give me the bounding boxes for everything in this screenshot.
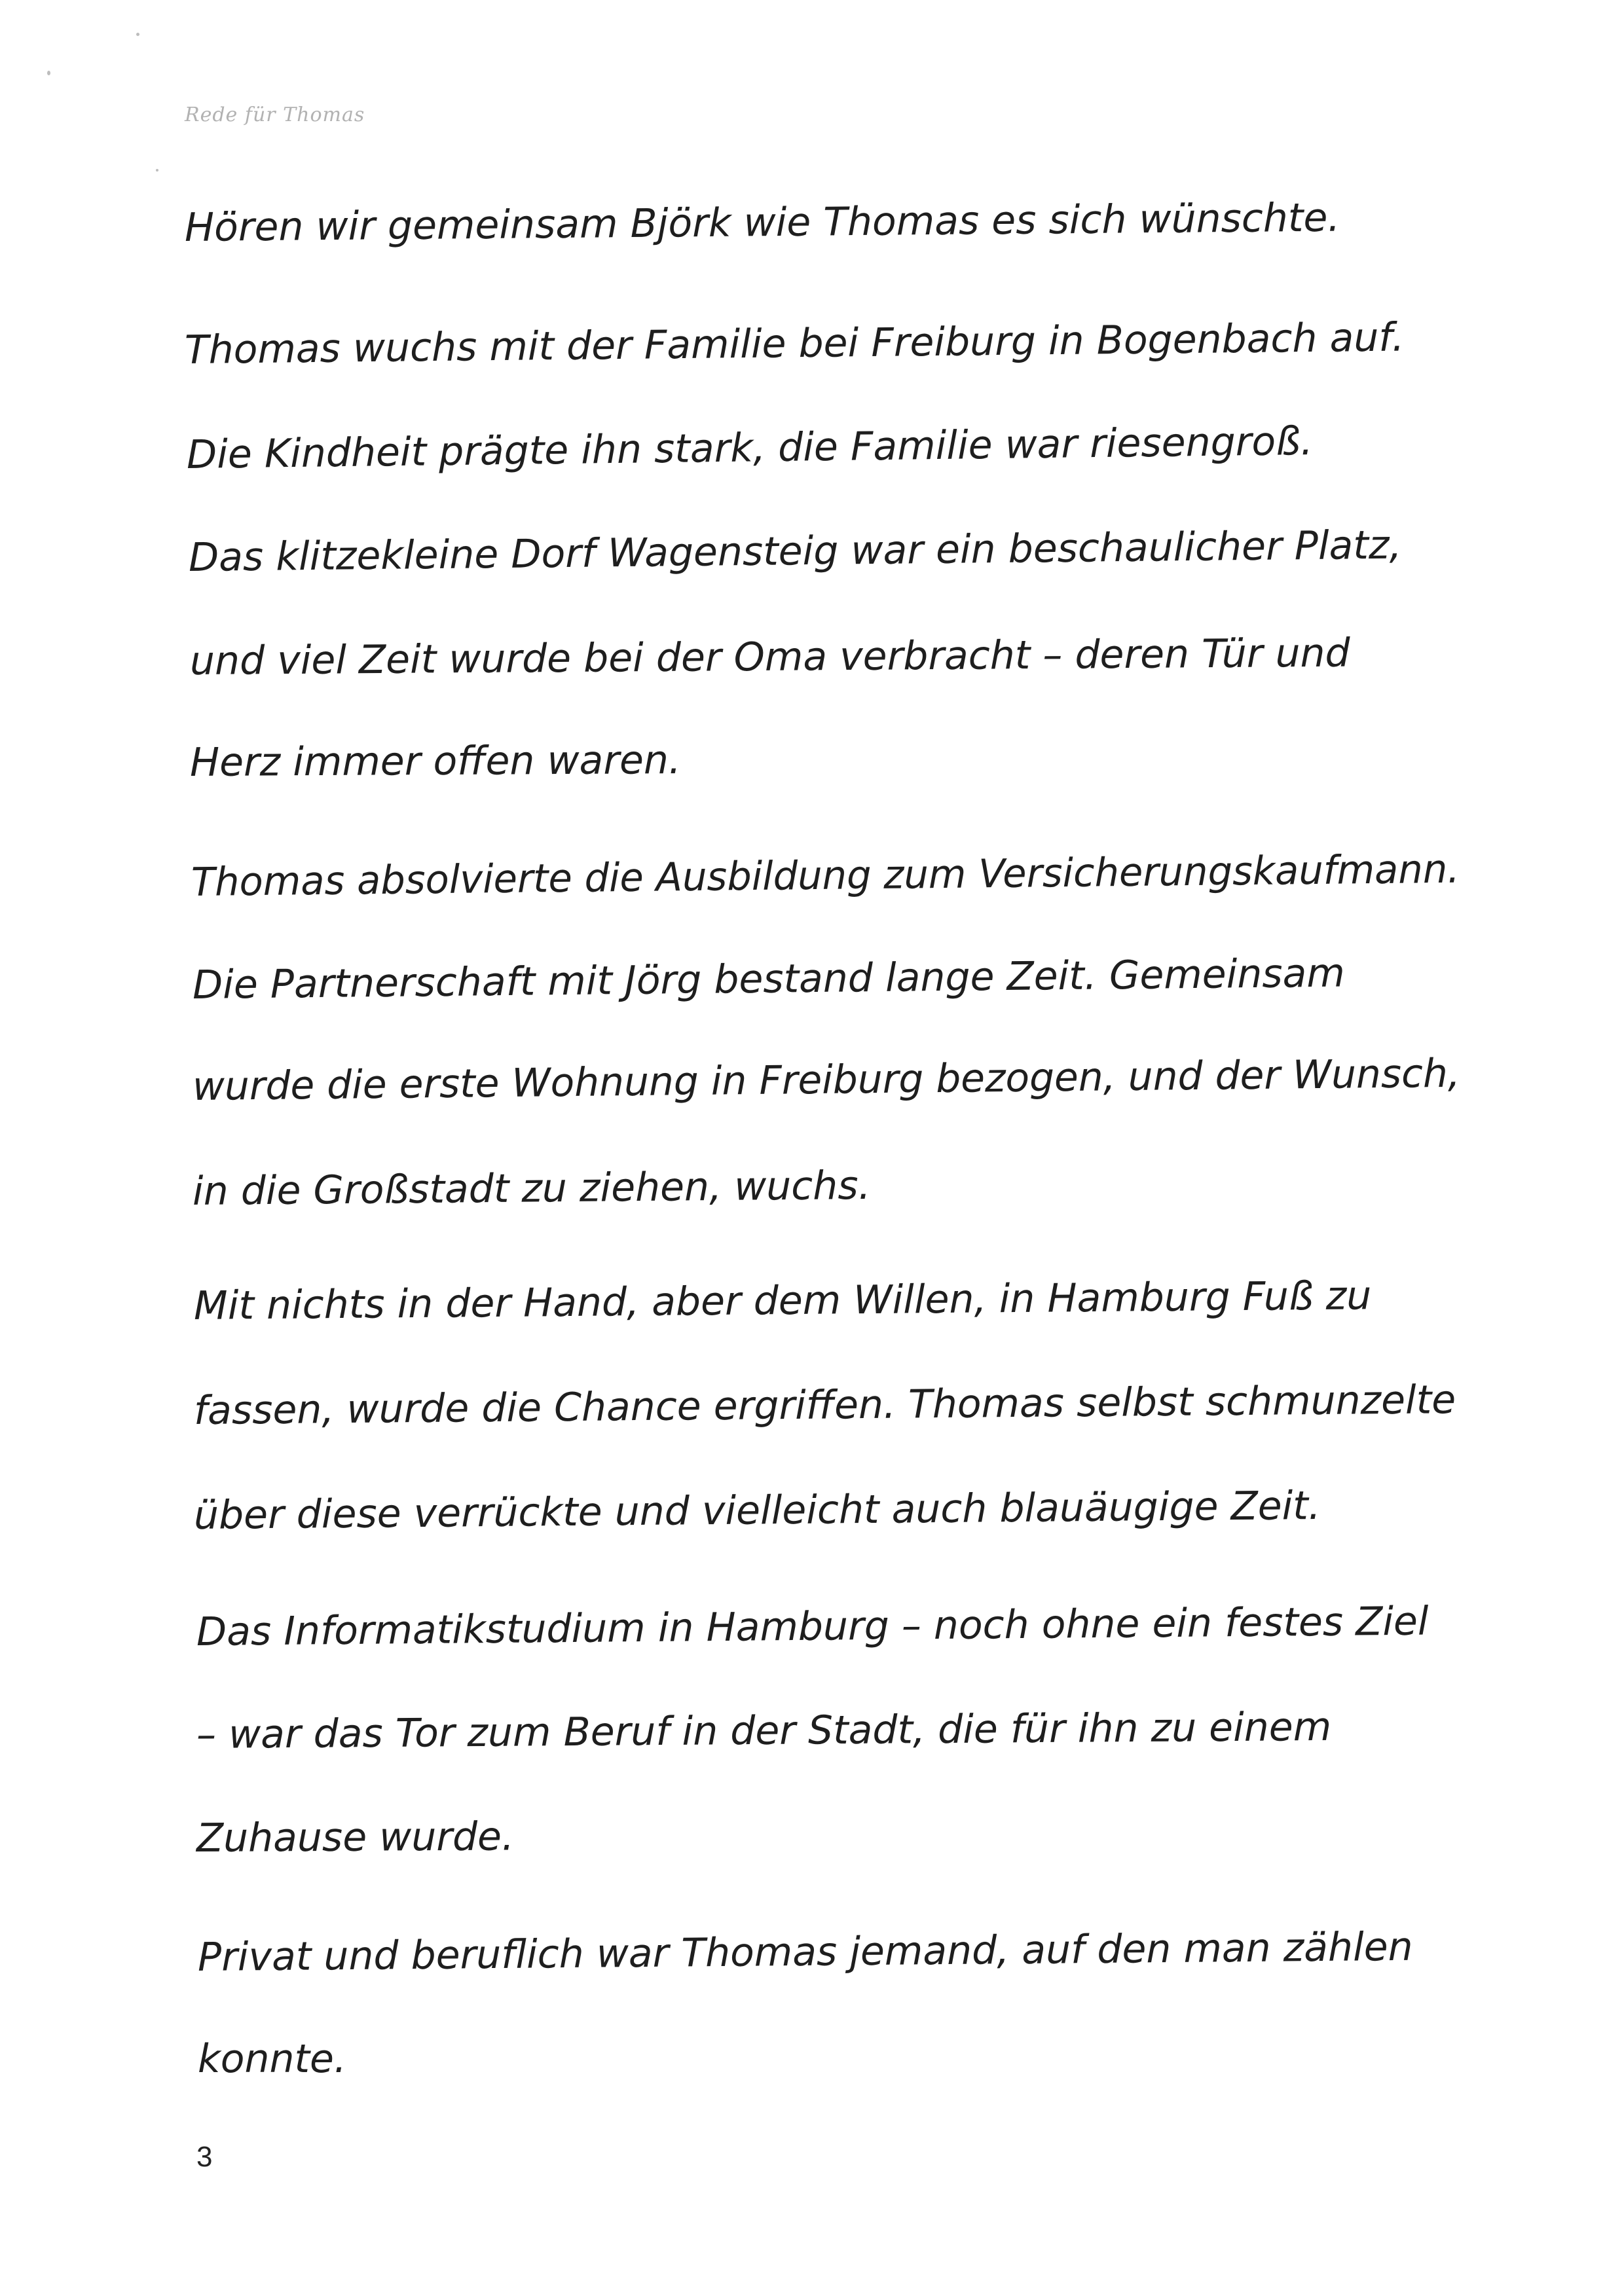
text-line: und viel Zeit wurde bei der Oma verbracht – deren Tür und: [189, 630, 1350, 684]
text-line: Privat und beruflich war Thomas jemand, auf den man zählen: [197, 1923, 1413, 1980]
text-line: Zuhause wurde.: [196, 1813, 515, 1861]
text-line: Die Kindheit prägte ihn stark, die Familie war riesengroß.: [186, 418, 1314, 478]
text-line: Herz immer offen waren.: [189, 737, 682, 786]
text-line: in die Großstadt zu ziehen, wuchs.: [192, 1162, 871, 1214]
page-header: Rede für Thomas: [185, 103, 365, 126]
page-number: 3: [196, 2141, 213, 2173]
text-line: wurde die erste Wohnung in Freiburg bezogen, und der Wunsch,: [192, 1050, 1461, 1110]
text-line: Das Informatikstudium in Hamburg – noch ohne ein festes Ziel: [196, 1598, 1429, 1655]
text-line: fassen, wurde die Chance ergriffen. Thomas selbst schmunzelte: [193, 1377, 1456, 1434]
scan-speck: [136, 33, 139, 36]
text-line: Das klitzekleine Dorf Wagensteig war ein beschaulicher Platz,: [188, 522, 1402, 581]
scan-speck: [156, 169, 158, 172]
scan-speck: [47, 71, 50, 75]
text-line: Hören wir gemeinsam Björk wie Thomas es sich wünschte.: [184, 194, 1340, 251]
text-line: konnte.: [198, 2036, 347, 2082]
text-line: Thomas wuchs mit der Familie bei Freiburg in Bogenbach auf.: [184, 314, 1405, 373]
text-line: – war das Tor zum Beruf in der Stadt, die für ihn zu einem: [196, 1704, 1332, 1758]
text-line: Mit nichts in der Hand, aber dem Willen, in Hamburg Fuß zu: [193, 1273, 1372, 1329]
text-line: über diese verrückte und vielleicht auch blauäugige Zeit.: [193, 1482, 1321, 1539]
text-line: Die Partnerschaft mit Jörg bestand lange Zeit. Gemeinsam: [192, 950, 1346, 1008]
text-line: Thomas absolvierte die Ausbildung zum Versicherungskaufmann.: [191, 846, 1460, 905]
